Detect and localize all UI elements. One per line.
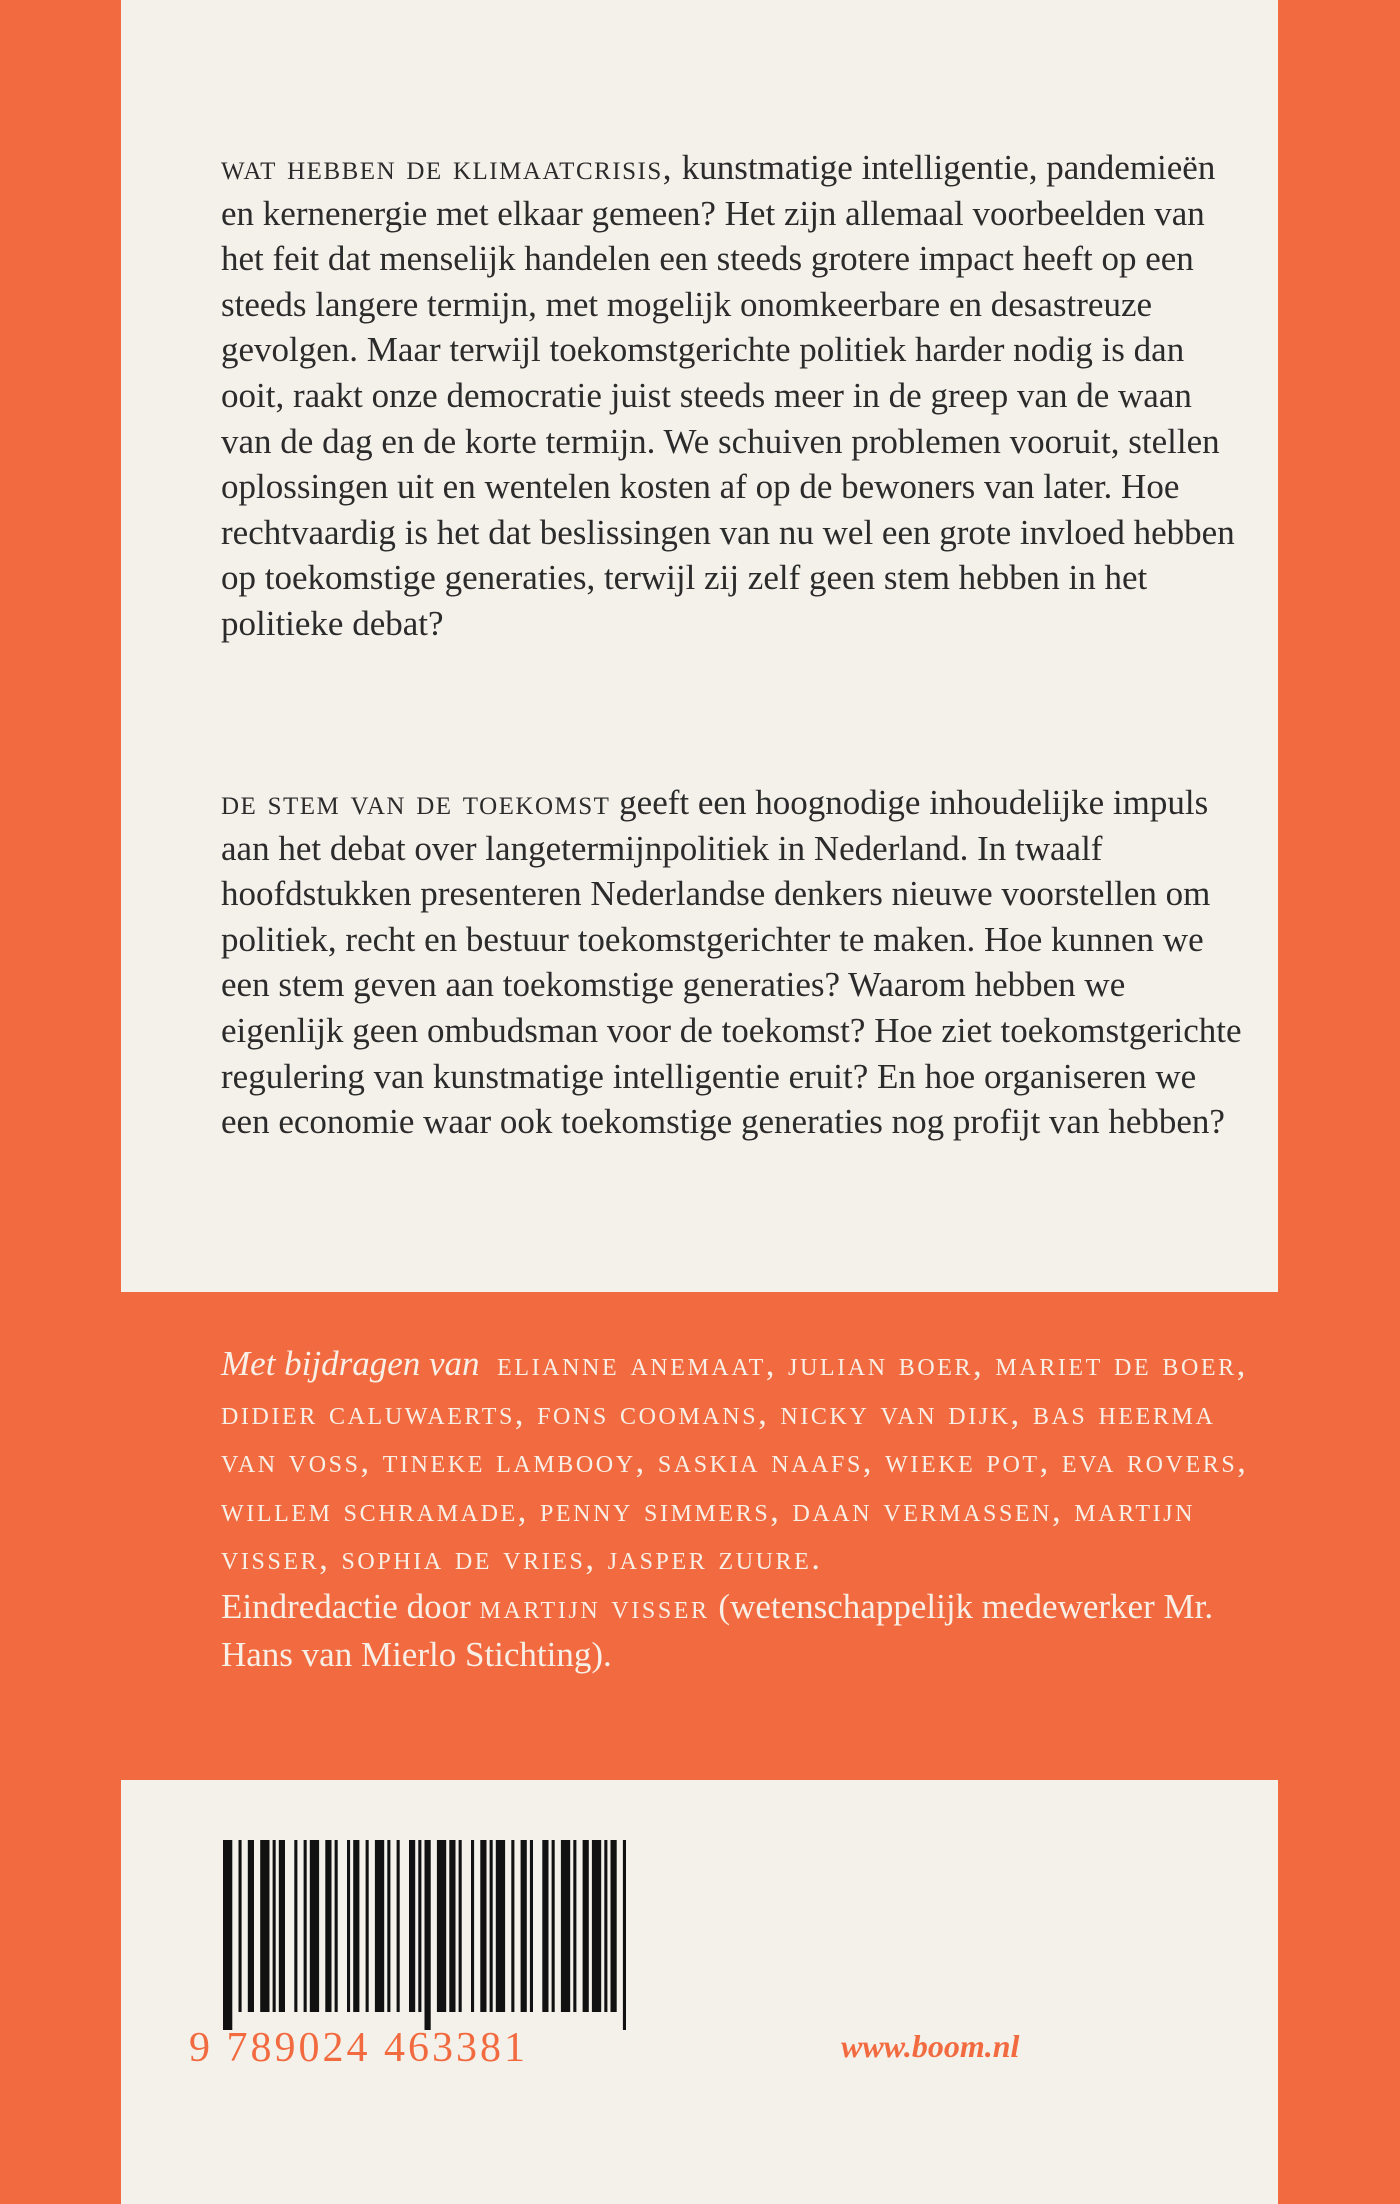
barcode-bar — [366, 1840, 369, 2012]
contributors-intro: Met bijdragen van — [221, 1344, 480, 1383]
barcode-bar — [511, 1840, 514, 2012]
barcode-bar — [542, 1840, 548, 2012]
blurb-paragraph-2 — [221, 780, 1251, 1145]
barcode-bar — [490, 1840, 493, 2012]
barcode-bar — [260, 1840, 269, 2012]
blurb-panel — [121, 0, 1278, 1292]
barcode-bar — [397, 1840, 400, 2012]
barcode-bar — [437, 1840, 446, 2012]
barcode-bar — [310, 1840, 319, 2012]
blurb-lead-1: wat hebben de klimaatcrisis, — [221, 148, 673, 187]
blurb-paragraph-1 — [221, 145, 1251, 647]
barcode-bar — [611, 1840, 617, 2012]
barcode-bar — [347, 1840, 350, 2012]
barcode-bar — [387, 1840, 390, 2012]
barcode-bar — [552, 1840, 555, 2012]
editor-name: martijn visser — [479, 1588, 710, 1626]
barcode-bar — [294, 1840, 297, 2012]
barcode-bar — [304, 1840, 307, 2012]
barcode-bar — [248, 1840, 254, 2012]
barcode-bar — [418, 1840, 421, 2012]
barcode-panel — [121, 1780, 1278, 2204]
barcode-bar — [480, 1840, 486, 2012]
barcode-bar — [604, 1840, 607, 2012]
blurb-lead-2: de stem van de toekomst — [221, 783, 611, 822]
barcode-bar — [335, 1840, 338, 2012]
barcode-bar — [325, 1840, 331, 2012]
isbn-number: 9 789024 463381 — [189, 2025, 528, 2071]
barcode-bar — [471, 1840, 474, 2012]
publisher-website: www.boom.nl — [841, 2028, 1020, 2064]
barcode-bar — [573, 1840, 576, 2012]
barcode-bar — [623, 1840, 626, 2030]
barcode-bar — [459, 1840, 462, 2012]
barcode-bar — [375, 1840, 384, 2012]
barcode-bar — [409, 1840, 415, 2012]
barcode-bar — [583, 1840, 589, 2012]
editor-prefix: Eindredactie door — [221, 1586, 471, 1626]
barcode-bar — [561, 1840, 570, 2012]
editor-suffix: (wetenschappelijk medewerker Mr. Hans van Mierlo Stichting). — [221, 1586, 1214, 1674]
barcode-bar — [279, 1840, 285, 2012]
barcode-icon — [223, 1840, 723, 2030]
contributors-names: elianne anemaat, julian boer, mariet de boer, didier caluwaerts, fons coomans, nicky van dijk, bas heerma van voss, tineke lambooy, saskia naafs, wieke pot, eva rovers, willem schramade, penny simmers, daan vermassen, martijn visser, sophia de vries, jasper zuure. — [221, 1346, 1249, 1577]
barcode-bar — [353, 1840, 359, 2012]
barcode-bar — [239, 1840, 242, 2012]
barcode-bar — [273, 1840, 276, 2012]
contributors-block — [221, 1340, 1281, 1679]
blurb-text-1: kunstmatige intelligentie, pandemieën en kernenergie met elkaar gemeen? Het zijn allemaal voorbeelden van het feit dat menselijk handelen een steeds grotere impact heeft op een steeds langere termijn, met mogelijk onomkeerbare en desastreuze gevolgen. Maar terwijl toekomstgerichte politiek harder nodig is dan ooit, raakt onze democratie juist steeds meer in de greep van de waan van de dag en de korte termijn. We schuiven problemen vooruit, stellen oplossingen uit en wentelen kosten af op de bewoners van later. Hoe rechtvaardig is het dat beslissingen van nu wel een grote invloed hebben op toekomstige generaties, terwijl zij zelf geen stem hebben in het politieke debat? — [221, 148, 1235, 643]
barcode-bar — [530, 1840, 533, 2012]
barcode-bar — [425, 1840, 431, 2030]
barcode-bar — [496, 1840, 505, 2012]
barcode-bar — [223, 1840, 232, 2030]
barcode-bar — [449, 1840, 455, 2012]
barcode-bar — [521, 1840, 527, 2012]
barcode-bar — [592, 1840, 601, 2012]
blurb-text-2: geeft een hoognodige inhoudelijke impuls aan het debat over langetermijnpolitiek in Nederland. In twaalf hoofdstukken presenteren Nederlandse denkers nieuwe voorstellen om politiek, recht en bestuur toekomstgerichter te maken. Hoe kunnen we een stem geven aan toekomstige generaties? Waarom hebben we eigenlijk geen ombudsman voor de toekomst? Hoe ziet toekomstgerichte regulering van kunstmatige intelligentie eruit? En hoe organiseren we een economie waar ook toekomstige generaties nog profijt van hebben? — [221, 783, 1242, 1142]
